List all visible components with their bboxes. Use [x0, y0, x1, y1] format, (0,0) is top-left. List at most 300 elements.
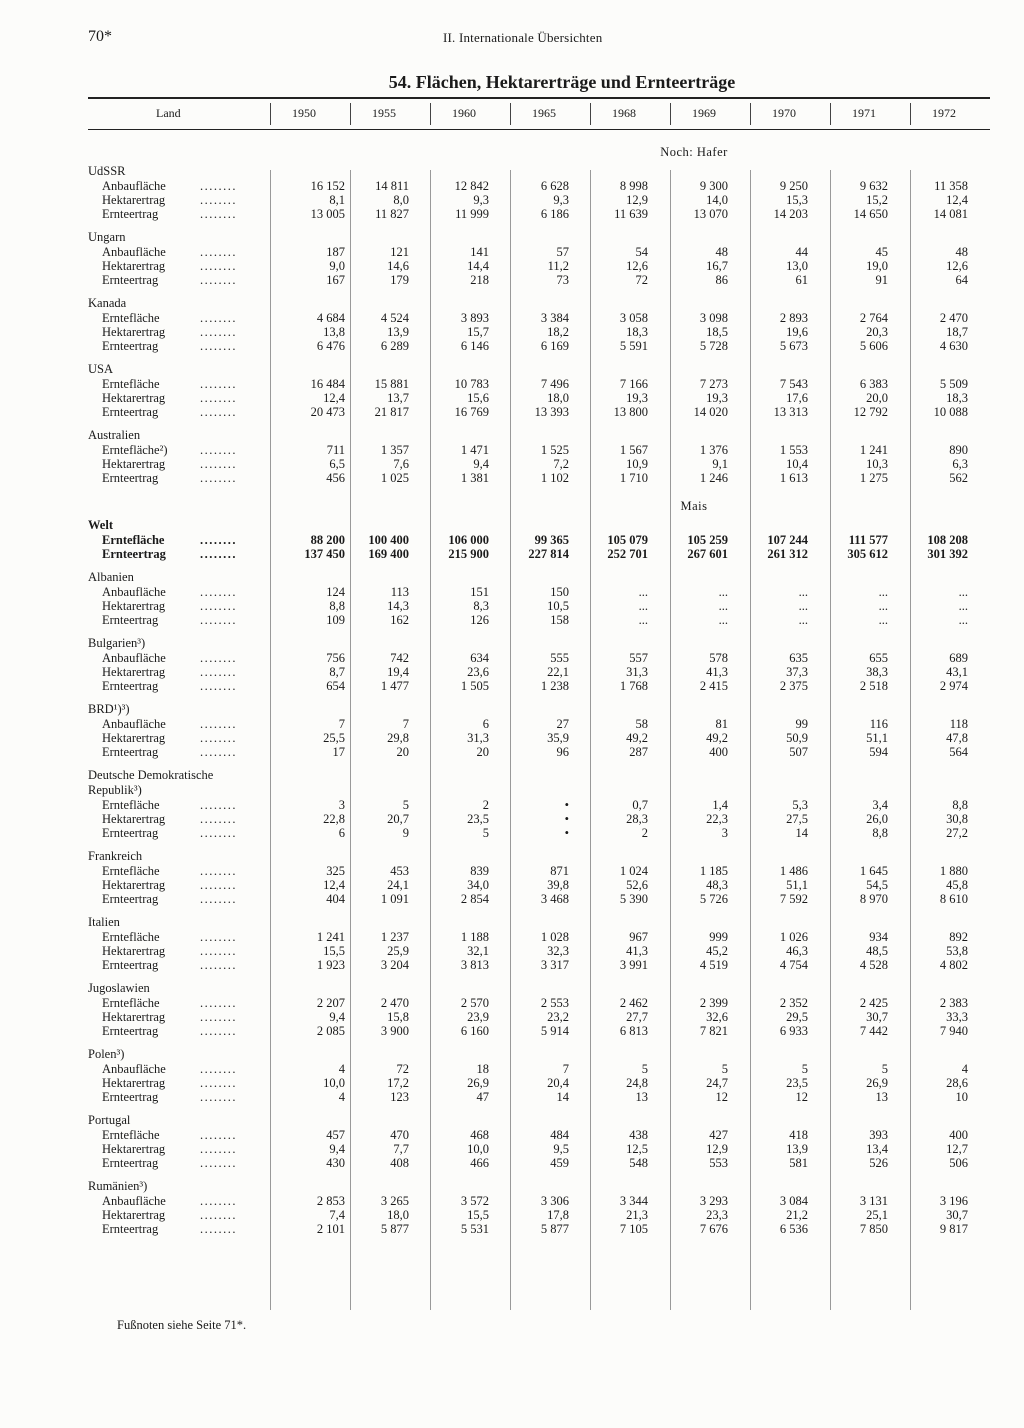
- table-cell: 137 450: [304, 547, 345, 561]
- country-group: [88, 230, 990, 287]
- table-cell: 12,9: [626, 193, 648, 207]
- table-cell: 6 169: [540, 339, 569, 353]
- table-cell: 325: [326, 864, 345, 878]
- table-cell: 3: [338, 798, 345, 812]
- table-cell: 11 358: [934, 179, 968, 193]
- table-cell: 47: [476, 1090, 489, 1104]
- row-label: Erntefläche: [102, 930, 160, 944]
- table-cell: 14,3: [387, 599, 409, 613]
- table-cell: 5 509: [939, 377, 968, 391]
- leader-dots: ........: [200, 405, 237, 419]
- table-cell: 3: [721, 826, 728, 840]
- row-label: Ernteertrag: [102, 745, 159, 759]
- table-cell: 218: [470, 273, 489, 287]
- table-cell: 839: [470, 864, 489, 878]
- row-label: Ernteertrag: [102, 273, 159, 287]
- table-cell: 3 196: [939, 1194, 968, 1208]
- leader-dots: ........: [200, 599, 237, 613]
- table-cell: 10,9: [626, 457, 648, 471]
- country-name: Ungarn: [88, 230, 126, 244]
- column-header-row: [88, 100, 990, 128]
- table-cell: 88 200: [310, 533, 345, 547]
- data-table: [88, 140, 990, 1245]
- table-cell: 20 473: [310, 405, 345, 419]
- table-cell: ...: [798, 599, 808, 613]
- table-cell: 457: [326, 1128, 345, 1142]
- table-row: [88, 533, 990, 547]
- table-row: [88, 930, 990, 944]
- column-header-year: 1971: [852, 106, 876, 120]
- leader-dots: ........: [200, 1156, 237, 1170]
- table-row: [88, 665, 990, 679]
- table-cell: 8,8: [952, 798, 968, 812]
- country-name: Jugoslawien: [88, 981, 150, 995]
- table-cell: 3 384: [540, 311, 569, 325]
- table-cell: 564: [949, 745, 968, 759]
- table-cell: 1 613: [779, 471, 808, 485]
- table-cell: 470: [390, 1128, 409, 1142]
- country-group: [88, 1179, 990, 1236]
- table-row: [88, 1076, 990, 1090]
- country-name: Australien: [88, 428, 141, 442]
- table-cell: 8,3: [473, 599, 489, 613]
- table-cell: 2 764: [859, 311, 888, 325]
- table-cell: 58: [635, 717, 648, 731]
- table-row: [88, 245, 990, 259]
- table-cell: 20: [396, 745, 409, 759]
- table-cell: 24,1: [387, 878, 409, 892]
- table-cell: 9,0: [329, 259, 345, 273]
- table-cell: 1 238: [540, 679, 569, 693]
- table-row: [88, 391, 990, 405]
- table-cell: 2 085: [316, 1024, 345, 1038]
- country-group: [88, 849, 990, 906]
- table-cell: 404: [326, 892, 345, 906]
- row-label: Anbaufläche: [102, 1194, 166, 1208]
- table-row: [88, 457, 990, 471]
- leader-dots: ........: [200, 391, 237, 405]
- country-group: [88, 164, 990, 221]
- page-header: [88, 28, 978, 48]
- table-cell: 967: [629, 930, 648, 944]
- table-cell: 169 400: [368, 547, 409, 561]
- table-cell: 3 991: [619, 958, 648, 972]
- table-cell: 2 974: [939, 679, 968, 693]
- table-cell: 8 610: [939, 892, 968, 906]
- table-cell: 3 058: [619, 311, 648, 325]
- row-label: Ernteertrag: [102, 471, 159, 485]
- country-group: [88, 570, 990, 627]
- table-cell: 6,3: [952, 457, 968, 471]
- table-cell: 3 131: [859, 1194, 888, 1208]
- table-cell: 24,7: [706, 1076, 728, 1090]
- row-label: Ernteertrag: [102, 1222, 159, 1236]
- table-cell: 49,2: [706, 731, 728, 745]
- table-cell: 12,7: [946, 1142, 968, 1156]
- column-separator: [910, 170, 911, 1310]
- table-cell: 46,3: [786, 944, 808, 958]
- table-cell: 16 152: [310, 179, 345, 193]
- table-cell: 6 160: [460, 1024, 489, 1038]
- table-cell: 9,1: [712, 457, 728, 471]
- table-cell: 581: [789, 1156, 808, 1170]
- table-cell: 21,3: [626, 1208, 648, 1222]
- table-cell: 14 203: [773, 207, 808, 221]
- table-cell: 7: [402, 717, 409, 731]
- table-cell: 31,3: [626, 665, 648, 679]
- table-row: [88, 1208, 990, 1222]
- table-cell: 10,3: [866, 457, 888, 471]
- table-cell: 118: [949, 717, 968, 731]
- table-cell: 5: [881, 1062, 888, 1076]
- row-label: Ernteertrag: [102, 1156, 159, 1170]
- table-cell: 1 091: [380, 892, 409, 906]
- table-cell: 34,0: [467, 878, 489, 892]
- column-separator: [350, 170, 351, 1310]
- table-cell: 27: [556, 717, 569, 731]
- table-row: [88, 339, 990, 353]
- footnote: Fußnoten siehe Seite 71*.: [117, 1318, 247, 1332]
- table-cell: 23,6: [467, 665, 489, 679]
- row-label: Anbaufläche: [102, 179, 166, 193]
- running-title: II. Internationale Übersichten: [443, 30, 603, 45]
- table-cell: 301 392: [927, 547, 968, 561]
- table-cell: 72: [396, 1062, 409, 1076]
- table-cell: 408: [390, 1156, 409, 1170]
- table-cell: 1,4: [712, 798, 728, 812]
- leader-dots: ........: [200, 179, 237, 193]
- table-cell: 11 827: [375, 207, 409, 221]
- table-row: [88, 1142, 990, 1156]
- section-caption: Mais: [680, 499, 708, 513]
- table-cell: 8,7: [329, 665, 345, 679]
- table-cell: 526: [869, 1156, 888, 1170]
- table-cell: 47,8: [946, 731, 968, 745]
- country-name: Deutsche Demokratische: [88, 768, 214, 782]
- table-row: [88, 179, 990, 193]
- table-cell: 9,3: [553, 193, 569, 207]
- table-cell: 41,3: [706, 665, 728, 679]
- table-cell: 3 344: [619, 1194, 648, 1208]
- leader-dots: ........: [200, 864, 237, 878]
- table-cell: 1 024: [619, 864, 648, 878]
- table-row: [88, 1062, 990, 1076]
- table-cell: 418: [789, 1128, 808, 1142]
- country-name: Welt: [88, 518, 113, 532]
- row-label: Erntefläche: [102, 1128, 160, 1142]
- table-cell: 9 817: [939, 1222, 968, 1236]
- row-label: Hektarertrag: [102, 457, 166, 471]
- table-cell: 3 204: [380, 958, 409, 972]
- table-cell: 14,0: [706, 193, 728, 207]
- table-cell: 105 079: [607, 533, 648, 547]
- table-cell: 13,7: [387, 391, 409, 405]
- table-cell: 15,8: [387, 1010, 409, 1024]
- table-cell: 48: [955, 245, 968, 259]
- leader-dots: ........: [200, 1142, 237, 1156]
- table-cell: 635: [789, 651, 808, 665]
- table-row: [88, 1024, 990, 1038]
- table-row: [88, 377, 990, 391]
- table-row: [88, 996, 990, 1010]
- leader-dots: ........: [200, 1208, 237, 1222]
- column-header-year: 1965: [532, 106, 556, 120]
- column-separator: [510, 103, 511, 125]
- table-cell: 2 375: [779, 679, 808, 693]
- table-cell: 287: [629, 745, 648, 759]
- table-cell: 21,2: [786, 1208, 808, 1222]
- table-cell: 1 246: [699, 471, 728, 485]
- country-group: [88, 296, 990, 353]
- table-cell: 890: [949, 443, 968, 457]
- table-cell: 16,7: [706, 259, 728, 273]
- table-cell: 45: [875, 245, 888, 259]
- table-cell: 4 519: [699, 958, 728, 972]
- table-cell: 30,8: [946, 812, 968, 826]
- table-cell: 13 800: [613, 405, 648, 419]
- table-cell: 400: [949, 1128, 968, 1142]
- table-cell: 2 470: [939, 311, 968, 325]
- table-cell: 4: [338, 1090, 345, 1104]
- table-cell: 18,0: [387, 1208, 409, 1222]
- table-cell: 215 900: [448, 547, 489, 561]
- table-cell: 29,5: [786, 1010, 808, 1024]
- row-label: Hektarertrag: [102, 259, 166, 273]
- table-row: [88, 547, 990, 561]
- table-cell: 7,7: [393, 1142, 409, 1156]
- column-header-land: Land: [156, 106, 181, 120]
- table-cell: 24,8: [626, 1076, 648, 1090]
- table-cell: 26,0: [866, 812, 888, 826]
- table-cell: 15,3: [786, 193, 808, 207]
- table-cell: 6: [338, 826, 345, 840]
- column-header-year: 1970: [772, 106, 796, 120]
- row-label: Hektarertrag: [102, 1208, 166, 1222]
- table-cell: 2 470: [380, 996, 409, 1010]
- table-cell: 578: [709, 651, 728, 665]
- table-cell: 18: [476, 1062, 489, 1076]
- table-cell: 14 020: [693, 405, 728, 419]
- table-cell: 11 639: [614, 207, 648, 221]
- table-cell: 634: [470, 651, 489, 665]
- table-cell: 7 105: [619, 1222, 648, 1236]
- table-cell: 5 390: [619, 892, 648, 906]
- table-cell: 1 028: [540, 930, 569, 944]
- table-cell: 54: [635, 245, 648, 259]
- table-cell: 5 531: [460, 1222, 489, 1236]
- table-cell: 37,3: [786, 665, 808, 679]
- row-label: Hektarertrag: [102, 193, 166, 207]
- table-cell: 2 570: [460, 996, 489, 1010]
- table-cell: •: [564, 798, 569, 812]
- column-header-year: 1972: [932, 106, 956, 120]
- table-cell: 99 365: [534, 533, 569, 547]
- table-cell: 4 684: [316, 311, 345, 325]
- row-label: Ernteertrag: [102, 339, 159, 353]
- row-label: Ernteertrag: [102, 547, 166, 561]
- table-cell: 5 591: [619, 339, 648, 353]
- table-row: [88, 864, 990, 878]
- table-cell: 7 442: [859, 1024, 888, 1038]
- table-cell: 13,4: [866, 1142, 888, 1156]
- leader-dots: ........: [200, 1128, 237, 1142]
- table-cell: 86: [715, 273, 728, 287]
- table-cell: 19,6: [786, 325, 808, 339]
- table-cell: 15,2: [866, 193, 888, 207]
- table-cell: 10: [955, 1090, 968, 1104]
- column-separator: [910, 103, 911, 125]
- row-label: Ernteertrag: [102, 892, 159, 906]
- table-cell: 934: [869, 930, 888, 944]
- table-cell: 30,7: [946, 1208, 968, 1222]
- country-name: Rumänien³): [88, 1179, 148, 1193]
- table-cell: 54,5: [866, 878, 888, 892]
- table-cell: 7 166: [619, 377, 648, 391]
- table-cell: 18,3: [946, 391, 968, 405]
- table-row: [88, 944, 990, 958]
- table-row: [88, 1222, 990, 1236]
- table-cell: 5: [721, 1062, 728, 1076]
- leader-dots: ........: [200, 878, 237, 892]
- row-label: Anbaufläche: [102, 717, 166, 731]
- table-cell: 252 701: [607, 547, 648, 561]
- table-cell: 100 400: [368, 533, 409, 547]
- table-row: [88, 585, 990, 599]
- table-cell: 38,3: [866, 665, 888, 679]
- table-cell: 2 415: [699, 679, 728, 693]
- table-cell: 9 300: [699, 179, 728, 193]
- table-cell: ...: [718, 613, 728, 627]
- row-label: Ernteertrag: [102, 1090, 159, 1104]
- table-cell: 158: [550, 613, 569, 627]
- leader-dots: ........: [200, 457, 237, 471]
- leader-dots: ........: [200, 471, 237, 485]
- country-name: Portugal: [88, 1113, 131, 1127]
- page-number: 70*: [88, 28, 112, 45]
- table-cell: 756: [326, 651, 345, 665]
- table-cell: 12,4: [323, 391, 345, 405]
- column-header-year: 1950: [292, 106, 316, 120]
- table-cell: 51,1: [786, 878, 808, 892]
- table-cell: 6 628: [540, 179, 569, 193]
- table-cell: 4 802: [939, 958, 968, 972]
- table-cell: 594: [869, 745, 888, 759]
- table-cell: 6 933: [779, 1024, 808, 1038]
- leader-dots: ........: [200, 339, 237, 353]
- table-cell: 430: [326, 1156, 345, 1170]
- leader-dots: ........: [200, 533, 237, 547]
- table-cell: 557: [629, 651, 648, 665]
- table-cell: 150: [550, 585, 569, 599]
- table-cell: 3 317: [540, 958, 569, 972]
- table-cell: 11,2: [547, 259, 569, 273]
- table-cell: 1 237: [380, 930, 409, 944]
- table-cell: 33,3: [946, 1010, 968, 1024]
- table-cell: 23,5: [786, 1076, 808, 1090]
- table-cell: 15,5: [467, 1208, 489, 1222]
- table-cell: 8,8: [872, 826, 888, 840]
- table-cell: 562: [949, 471, 968, 485]
- table-cell: 39,8: [547, 878, 569, 892]
- table-cell: 14 811: [375, 179, 409, 193]
- table-cell: 1 376: [699, 443, 728, 457]
- table-cell: 2: [482, 798, 489, 812]
- country-name: Frankreich: [88, 849, 143, 863]
- table-cell: 72: [635, 273, 648, 287]
- table-row: [88, 717, 990, 731]
- table-cell: 1 768: [619, 679, 648, 693]
- row-label: Hektarertrag: [102, 1076, 166, 1090]
- column-separator: [670, 170, 671, 1310]
- leader-dots: ........: [200, 547, 237, 561]
- table-cell: 427: [709, 1128, 728, 1142]
- row-label: Ernteertrag: [102, 405, 159, 419]
- leader-dots: ........: [200, 1010, 237, 1024]
- table-row: [88, 958, 990, 972]
- table-cell: 1 188: [460, 930, 489, 944]
- table-cell: 3 265: [380, 1194, 409, 1208]
- country-group: [88, 702, 990, 759]
- table-cell: 14,4: [467, 259, 489, 273]
- table-cell: 2 854: [460, 892, 489, 906]
- table-cell: 26,9: [866, 1076, 888, 1090]
- leader-dots: ........: [200, 1194, 237, 1208]
- leader-dots: ........: [200, 798, 237, 812]
- table-cell: 23,9: [467, 1010, 489, 1024]
- country-name: Polen³): [88, 1047, 125, 1061]
- table-cell: 548: [629, 1156, 648, 1170]
- table-cell: 18,0: [547, 391, 569, 405]
- table-row: [88, 207, 990, 221]
- table-cell: 21 817: [374, 405, 409, 419]
- table-cell: 32,3: [547, 944, 569, 958]
- table-cell: 6: [482, 717, 489, 731]
- leader-dots: ........: [200, 717, 237, 731]
- row-label: Anbaufläche: [102, 245, 166, 259]
- table-row: [88, 405, 990, 419]
- table-cell: 81: [715, 717, 728, 731]
- table-cell: 14: [556, 1090, 569, 1104]
- table-cell: 43,1: [946, 665, 968, 679]
- table-row: [88, 731, 990, 745]
- leader-dots: ........: [200, 1090, 237, 1104]
- leader-dots: ........: [200, 325, 237, 339]
- table-cell: 167: [326, 273, 345, 287]
- table-cell: 141: [470, 245, 489, 259]
- table-cell: 10,4: [786, 457, 808, 471]
- table-cell: 8 970: [859, 892, 888, 906]
- table-cell: 7: [338, 717, 345, 731]
- table-cell: 305 612: [847, 547, 888, 561]
- table-cell: 16 769: [454, 405, 489, 419]
- table-cell: 1 710: [619, 471, 648, 485]
- table-cell: 5: [801, 1062, 808, 1076]
- table-cell: 5: [482, 826, 489, 840]
- table-cell: 19,3: [626, 391, 648, 405]
- table-cell: 3 293: [699, 1194, 728, 1208]
- row-label: Ernteertrag: [102, 1024, 159, 1038]
- leader-dots: ........: [200, 443, 237, 457]
- leader-dots: ........: [200, 207, 237, 221]
- table-row: [88, 273, 990, 287]
- table-cell: 1 525: [540, 443, 569, 457]
- table-cell: 4 524: [380, 311, 409, 325]
- column-separator: [750, 103, 751, 125]
- table-cell: 187: [326, 245, 345, 259]
- table-cell: 9,4: [329, 1142, 345, 1156]
- table-cell: 6 536: [779, 1222, 808, 1236]
- table-cell: 22,3: [706, 812, 728, 826]
